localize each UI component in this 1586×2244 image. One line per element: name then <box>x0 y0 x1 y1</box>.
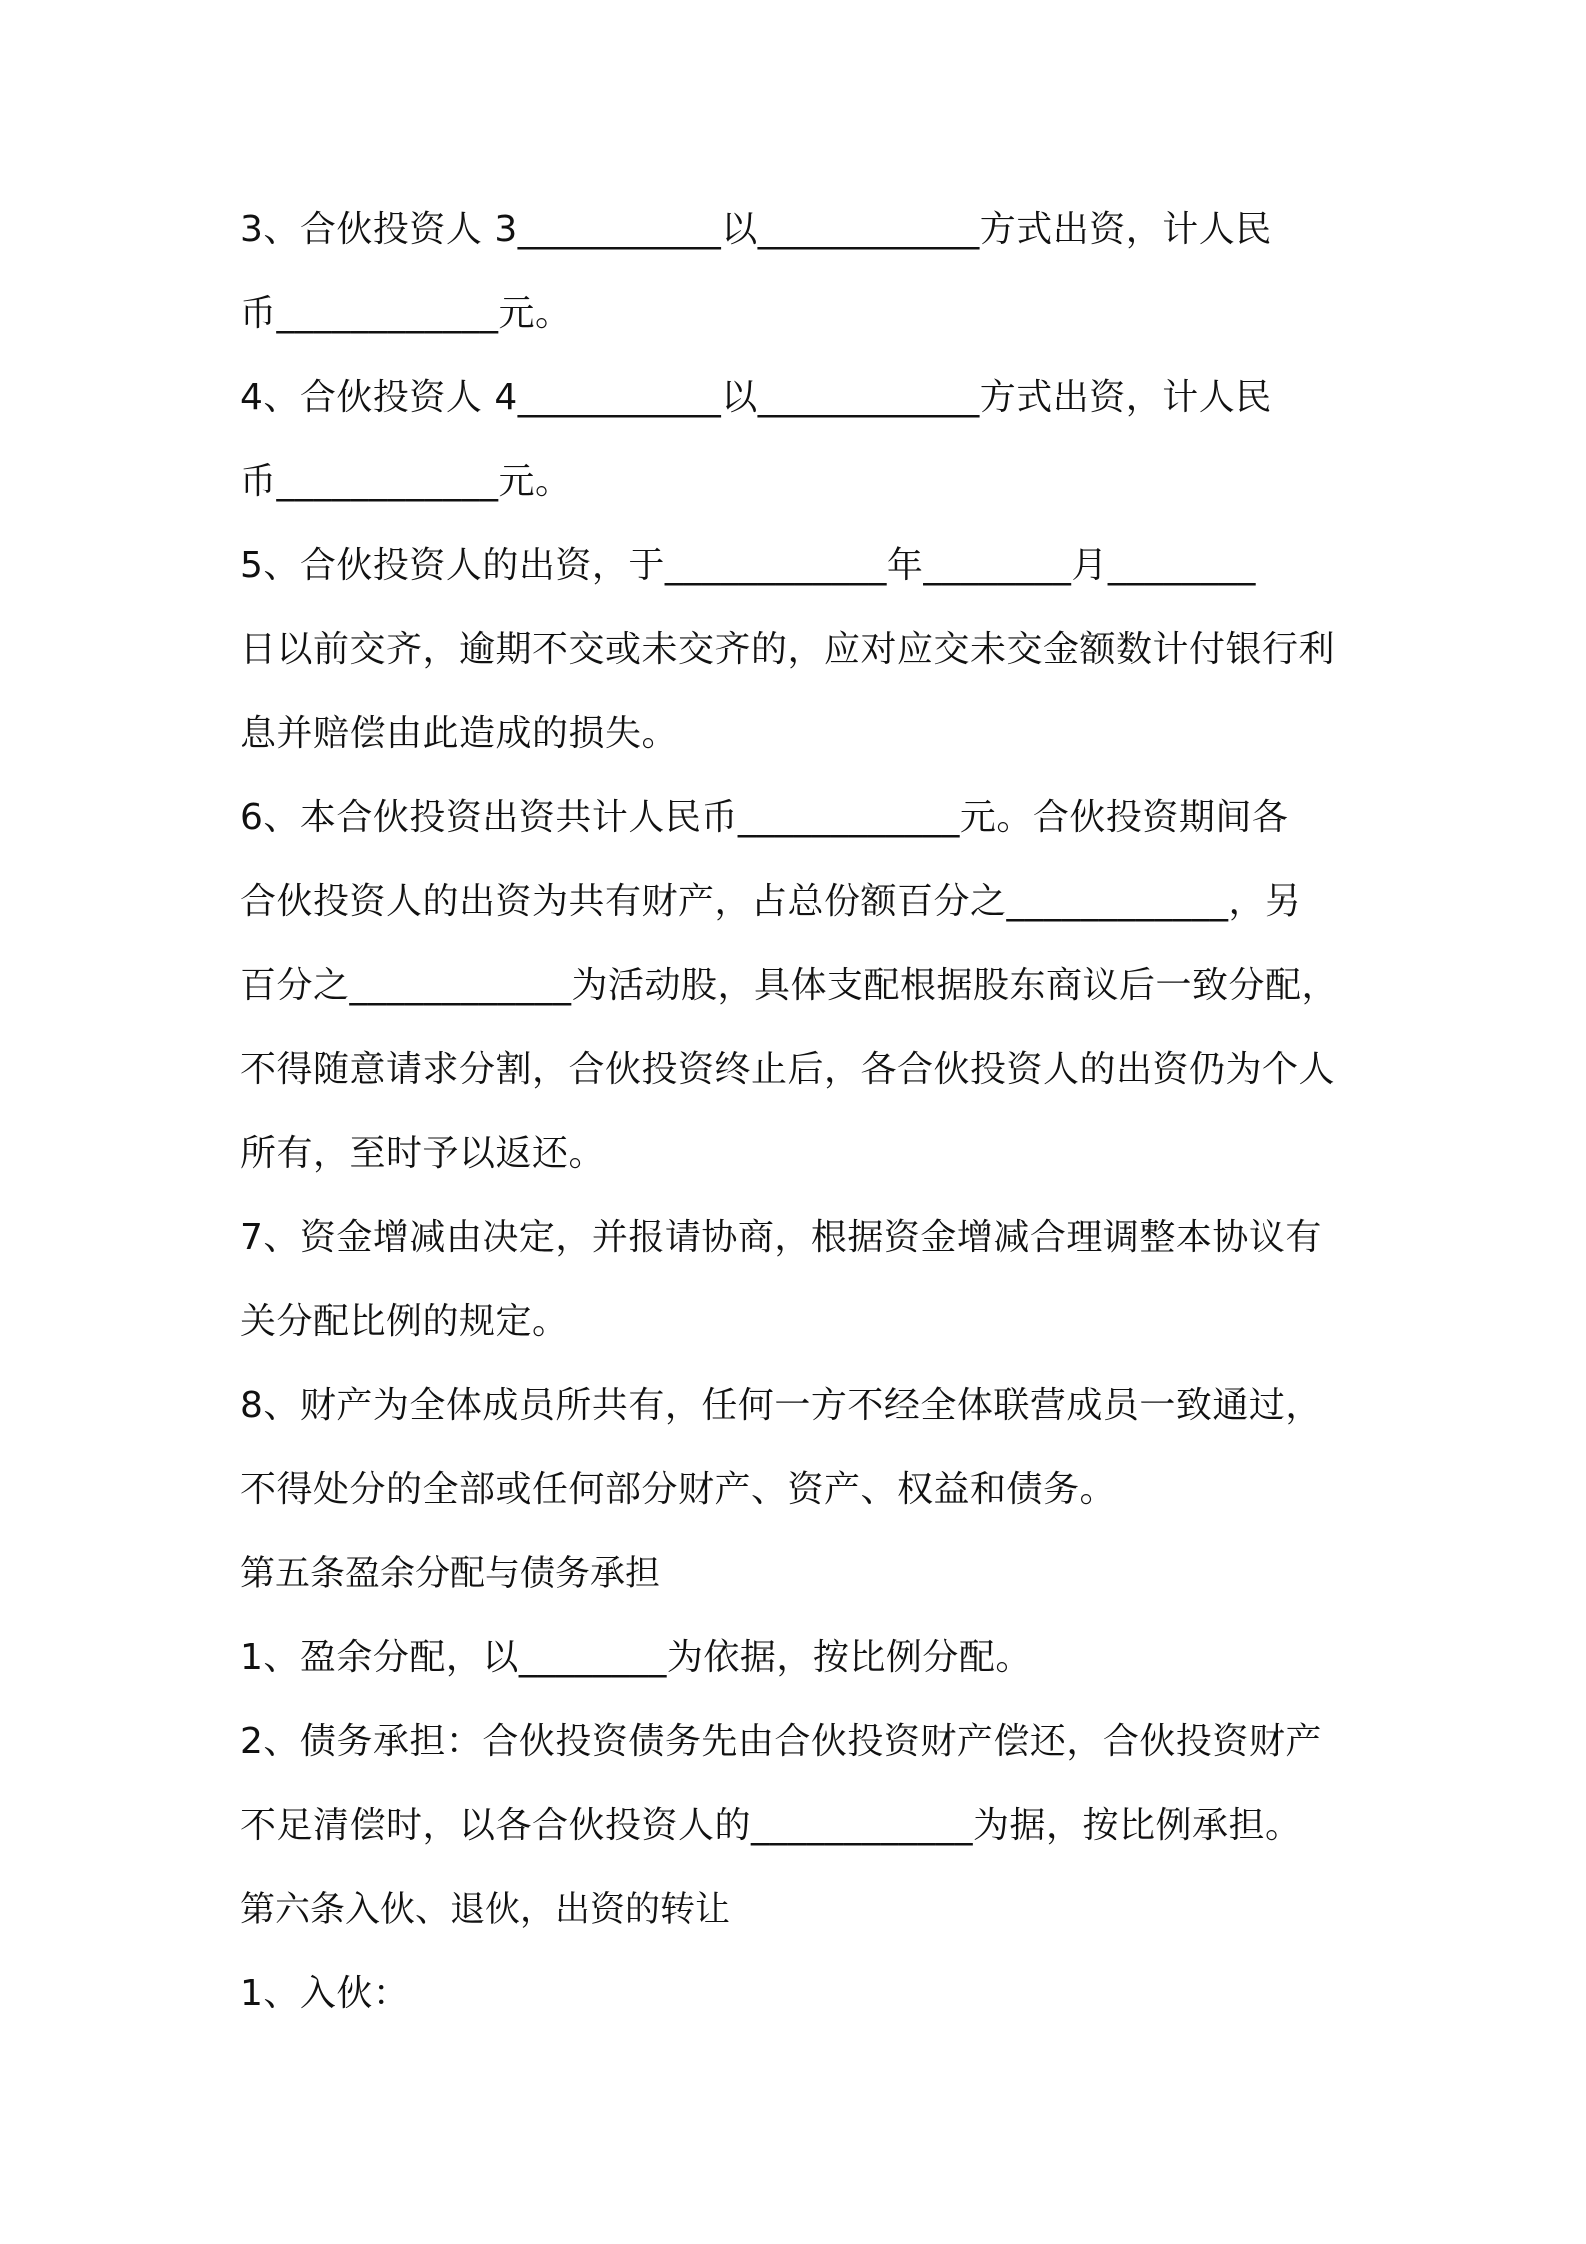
article-6-item-1: 1、入伙： <box>240 1973 410 2014</box>
clause-3-line-1: 3、合伙投资人 3___________以____________方式出资，计人民 <box>240 209 1272 250</box>
clause-5-line-3: 息并赔偿由此造成的损失。 <box>240 713 679 754</box>
article-5-item-2-line-2: 不足清偿时，以各合伙投资人的____________为据，按比例承担。 <box>240 1805 1302 1846</box>
clause-4-line-1: 4、合伙投资人 4___________以____________方式出资，计人民 <box>240 377 1272 418</box>
clause-7-line-2: 关分配比例的规定。 <box>240 1301 569 1342</box>
clause-6-line-1: 6、本合伙投资出资共计人民币____________元。合伙投资期间各 <box>240 797 1289 838</box>
clause-5-line-2: 日以前交齐，逾期不交或未交齐的，应对应交未交金额数计付银行利 <box>240 629 1336 670</box>
clause-8-line-1: 8、财产为全体成员所共有，任何一方不经全体联营成员一致通过， <box>240 1385 1322 1426</box>
clause-8-line-2: 不得处分的全部或任何部分财产、资产、权益和债务。 <box>240 1469 1117 1510</box>
article-5-heading: 第五条盈余分配与债务承担 <box>240 1554 661 1594</box>
clause-6-line-4: 不得随意请求分割，合伙投资终止后，各合伙投资人的出资仍为个人 <box>240 1049 1336 1090</box>
article-5-item-2-line-1: 2、债务承担：合伙投资债务先由合伙投资财产偿还，合伙投资财产 <box>240 1721 1322 1762</box>
clause-7-line-1: 7、资金增减由决定，并报请协商，根据资金增减合理调整本协议有 <box>240 1217 1322 1258</box>
article-6-heading: 第六条入伙、退伙，出资的转让 <box>240 1890 731 1930</box>
clause-3-line-2: 币____________元。 <box>240 293 572 334</box>
clause-4-line-2: 币____________元。 <box>240 461 572 502</box>
article-5-item-1: 1、盈余分配，以________为依据，按比例分配。 <box>240 1637 1032 1678</box>
clause-6-line-2: 合伙投资人的出资为共有财产，占总份额百分之____________，另 <box>240 881 1302 922</box>
clause-6-line-3: 百分之____________为活动股，具体支配根据股东商议后一致分配， <box>240 965 1339 1006</box>
clause-5-line-1: 5、合伙投资人的出资，于____________年________月________ <box>240 545 1256 586</box>
clause-6-line-5: 所有，至时予以返还。 <box>240 1133 606 1174</box>
